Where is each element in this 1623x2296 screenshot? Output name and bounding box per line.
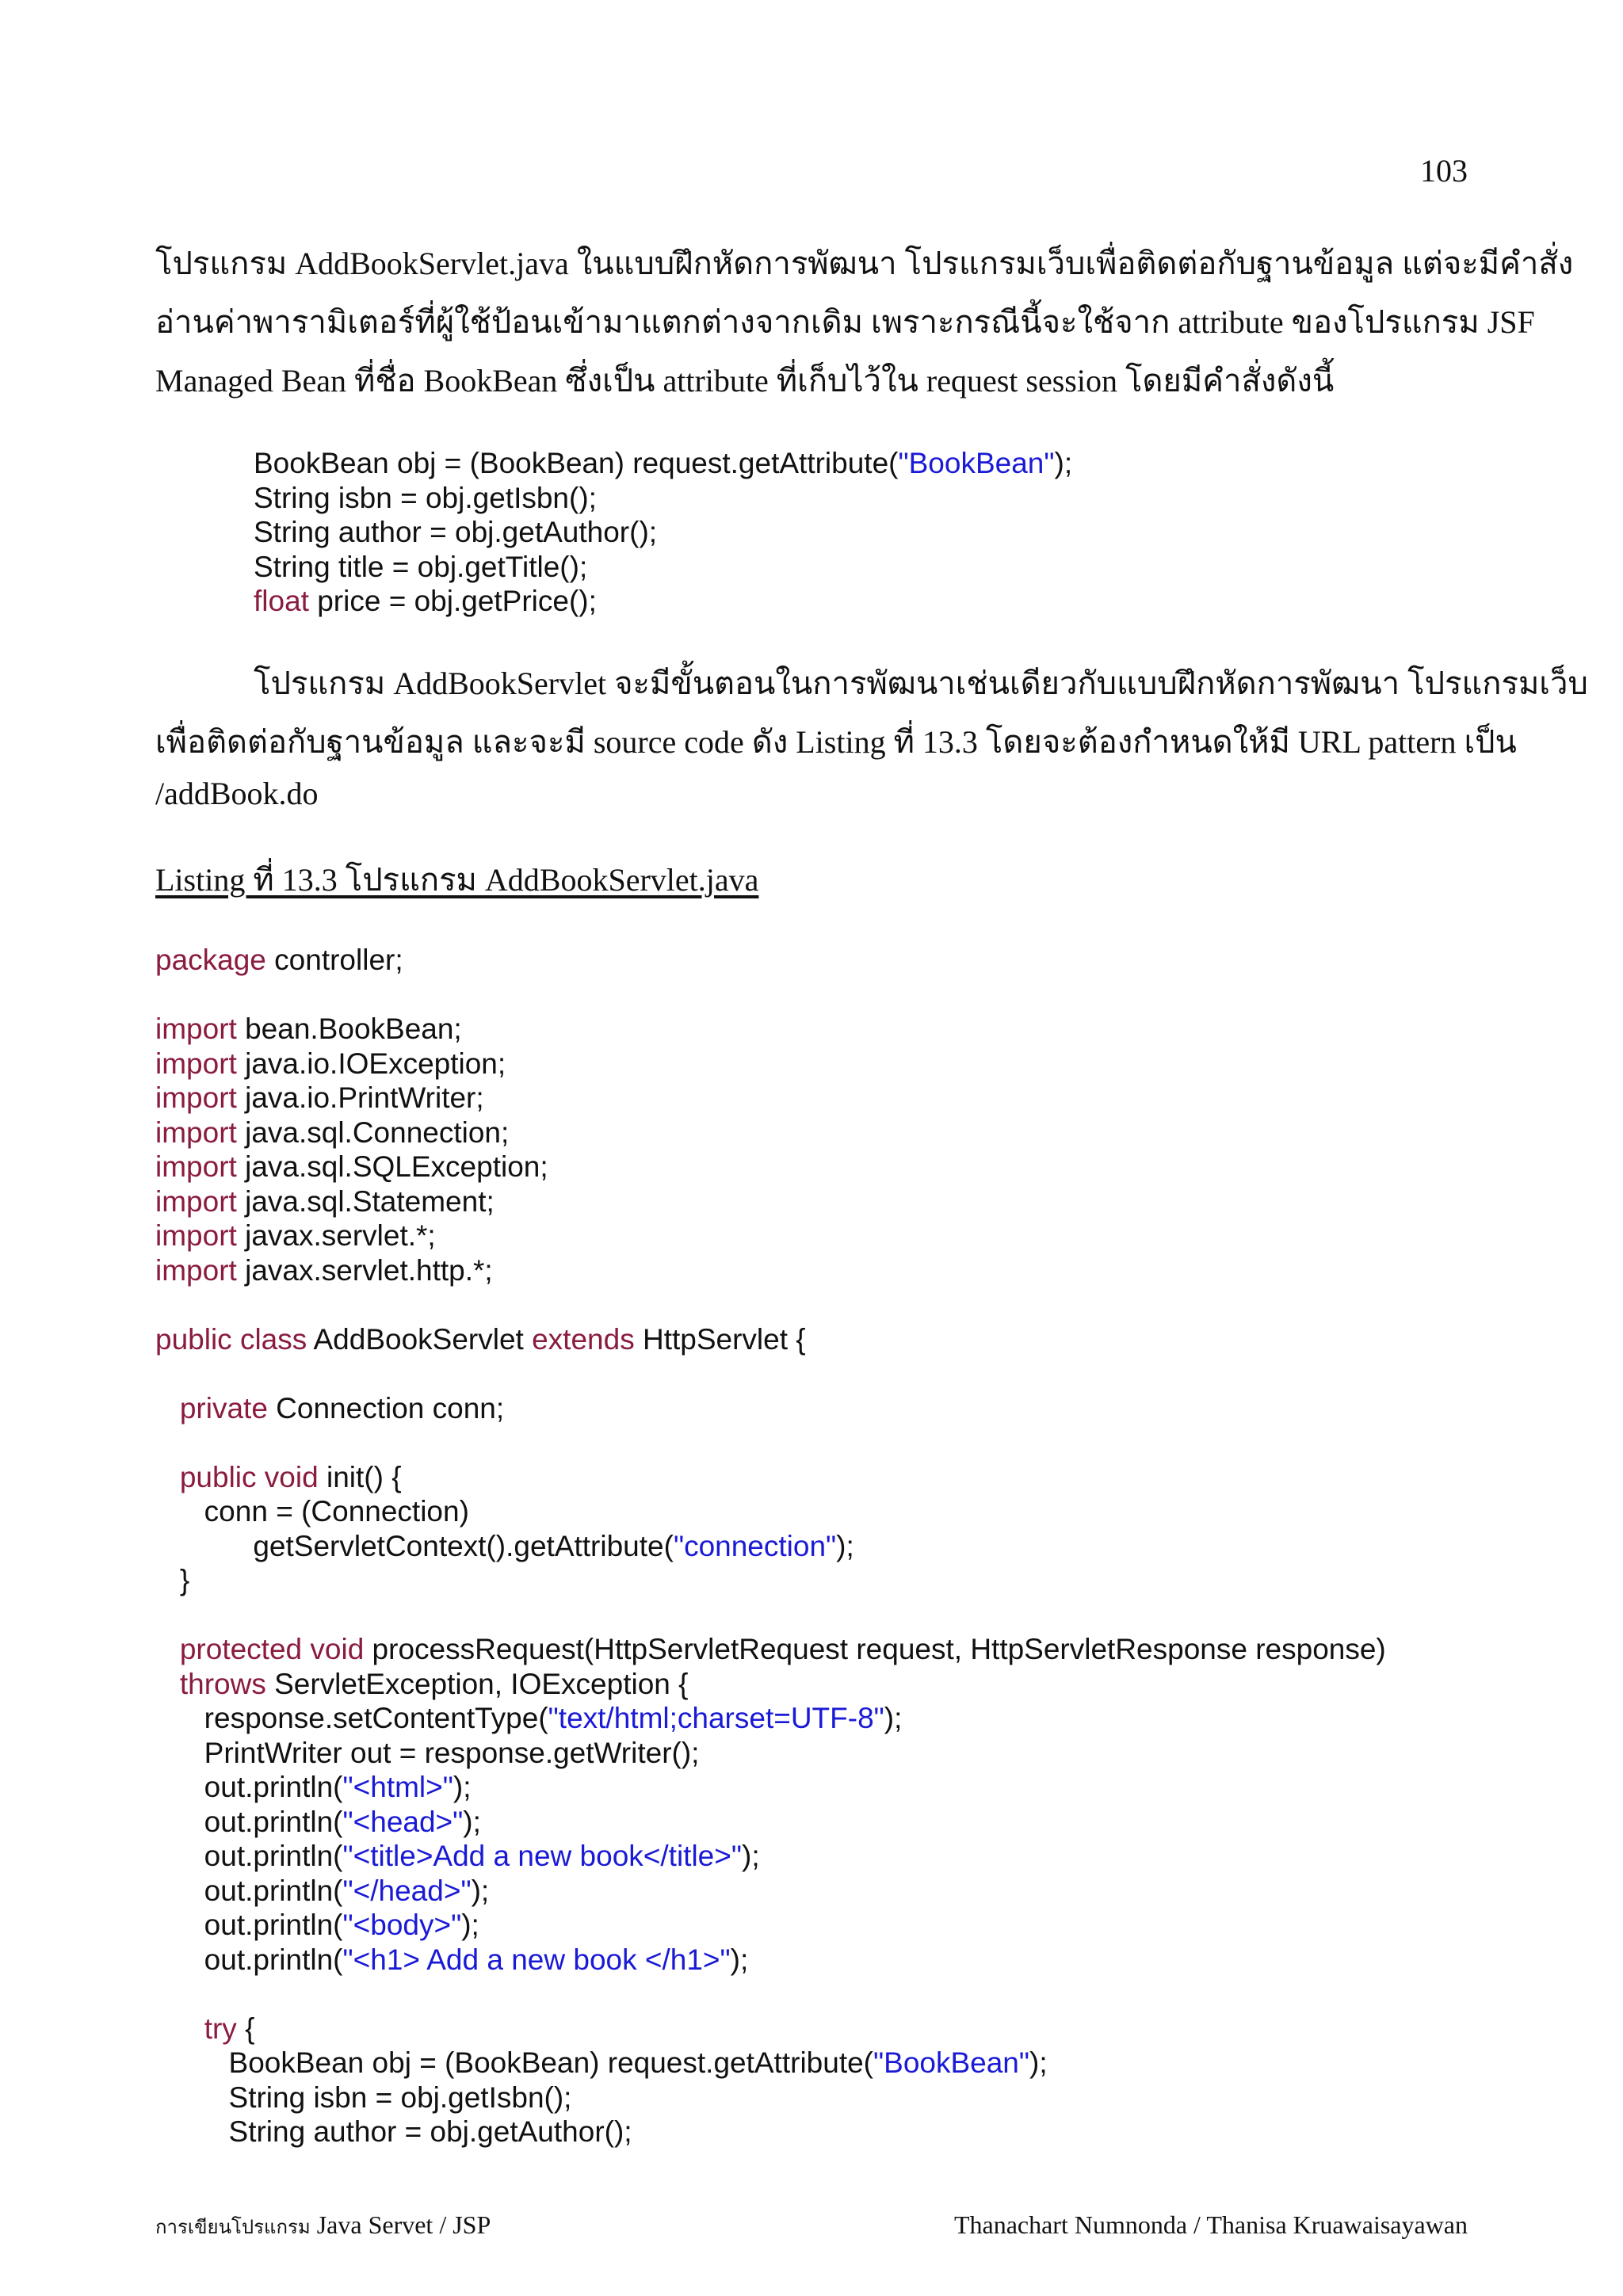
code-text: out.println( <box>155 1840 343 1872</box>
code-line <box>254 550 1072 585</box>
code-line <box>155 2081 1386 2115</box>
code-text: out.println( <box>155 1771 343 1803</box>
code-line <box>155 1116 1386 1150</box>
code-text: ); <box>730 1943 749 1976</box>
code-line <box>155 1770 1386 1805</box>
code-line <box>155 1150 1386 1184</box>
code-text: ); <box>453 1771 472 1803</box>
code-keyword: throws <box>179 1667 266 1700</box>
code-string: "text/html;charset=UTF-8" <box>548 1702 884 1734</box>
code-string: "<html>" <box>342 1771 453 1803</box>
code-line <box>155 1425 1386 1460</box>
code-line <box>254 584 1072 619</box>
code-text: ); <box>1029 2046 1048 2079</box>
code-keyword: package <box>155 944 266 976</box>
code-string: "BookBean" <box>873 2046 1030 2079</box>
code-text: String author = obj.getAuthor(); <box>254 516 658 548</box>
code-text <box>155 1668 180 1700</box>
code-text: BookBean obj = (BookBean) request.getAttribute( <box>254 447 899 479</box>
code-text: ); <box>461 1909 479 1941</box>
code-line <box>155 1667 1386 1702</box>
code-text: String isbn = obj.getIsbn(); <box>155 2081 572 2114</box>
code-text: java.sql.SQLException; <box>236 1150 548 1183</box>
paragraph-line: /addBook.do <box>155 776 319 811</box>
code-keyword: public void <box>179 1460 319 1493</box>
code-keyword: import <box>155 1081 237 1114</box>
code-text: javax.servlet.*; <box>236 1219 436 1252</box>
code-line <box>155 1047 1386 1081</box>
code-text: init() { <box>318 1460 402 1493</box>
code-line <box>155 943 1386 978</box>
code-text: java.sql.Statement; <box>236 1184 495 1218</box>
code-snippet <box>254 446 1072 619</box>
code-keyword: try <box>204 2012 237 2045</box>
code-line <box>155 1081 1386 1116</box>
code-text: controller; <box>265 944 403 976</box>
code-line <box>254 515 1072 550</box>
code-line <box>155 1598 1386 1633</box>
code-listing <box>155 943 1386 2149</box>
code-keyword: import <box>155 1047 237 1080</box>
code-line <box>155 1943 1386 1978</box>
code-string: "<body>" <box>342 1909 462 1941</box>
code-text: conn = (Connection) <box>155 1495 469 1527</box>
code-line <box>155 1563 1386 1598</box>
code-text: javax.servlet.http.*; <box>236 1253 493 1287</box>
footer-title-label: Java Servet / JSP <box>310 2210 491 2239</box>
code-keyword: protected void <box>179 1633 365 1665</box>
code-text <box>155 1633 180 1665</box>
code-text: bean.BookBean; <box>236 1013 462 1045</box>
code-text: ServletException, IOException { <box>265 1667 689 1700</box>
code-text: AddBookServlet <box>307 1322 533 1356</box>
code-line <box>155 2012 1386 2046</box>
code-keyword: float <box>254 585 309 617</box>
code-string: "BookBean" <box>898 447 1055 479</box>
code-line <box>155 1460 1386 1495</box>
code-text: { <box>236 2012 255 2045</box>
code-line <box>155 1322 1386 1357</box>
code-text: out.println( <box>155 1943 343 1976</box>
code-line <box>155 978 1386 1013</box>
code-keyword: extends <box>532 1322 635 1356</box>
code-line <box>155 1253 1386 1288</box>
paragraph-line: โปรแกรม AddBookServlet จะมีขั้นตอนในการพัฒนาเช่นเดียวกับแบบฝึกหัดการพัฒนา โปรแกรมเว็บ <box>254 666 1588 701</box>
code-line <box>155 1839 1386 1874</box>
code-text: ); <box>463 1805 481 1838</box>
code-line <box>155 1736 1386 1771</box>
code-line <box>155 1012 1386 1047</box>
code-text: out.println( <box>155 1874 343 1907</box>
code-keyword: public class <box>155 1322 307 1356</box>
code-line <box>155 2046 1386 2081</box>
code-line <box>155 1391 1386 1426</box>
code-line <box>155 1874 1386 1909</box>
code-string: "connection" <box>673 1529 837 1562</box>
code-line <box>155 1529 1386 1564</box>
code-line <box>155 1219 1386 1253</box>
code-line <box>155 1494 1386 1529</box>
code-line <box>155 1632 1386 1667</box>
description-paragraph <box>155 654 1588 816</box>
code-line <box>254 446 1072 481</box>
footer-book-title <box>155 2210 491 2242</box>
code-text: out.println( <box>155 1909 343 1941</box>
code-keyword: private <box>179 1391 268 1425</box>
paragraph-line: อ่านค่าพารามิเตอร์ที่ผู้ใช้ป้อนเข้ามาแตกต่างจากเดิม เพราะกรณีนี้จะใช้จาก attribute ของโปรแกรม JSF <box>155 304 1535 340</box>
code-text: HttpServlet { <box>634 1322 806 1356</box>
code-text: java.io.PrintWriter; <box>236 1081 484 1114</box>
code-keyword: import <box>155 1253 237 1287</box>
paragraph-line: Managed Bean ที่ชื่อ BookBean ซึ่งเป็น attribute ที่เก็บไว้ใน request session โดยมีคำสั่งดังนี้ <box>155 363 1335 399</box>
footer-thai-label: การเขียนโปรแกรม <box>155 2218 311 2238</box>
code-text: ); <box>1054 447 1073 479</box>
code-text: processRequest(HttpServletRequest request, HttpServletResponse response) <box>364 1633 1386 1665</box>
code-keyword: import <box>155 1219 237 1252</box>
code-keyword: import <box>155 1184 237 1218</box>
code-text: java.sql.Connection; <box>236 1116 510 1149</box>
code-string: "<title>Add a new book</title>" <box>342 1840 742 1872</box>
code-text: out.println( <box>155 1805 343 1838</box>
code-text: PrintWriter out = response.getWriter(); <box>155 1736 700 1769</box>
code-line <box>155 1805 1386 1840</box>
code-text <box>155 1392 180 1425</box>
code-keyword: import <box>155 1013 237 1045</box>
code-text: Connection conn; <box>267 1391 505 1425</box>
code-string: "<h1> Add a new book </h1>" <box>342 1943 731 1976</box>
code-string: "<head>" <box>342 1805 464 1838</box>
code-text: ); <box>742 1840 760 1872</box>
intro-paragraph <box>155 235 1574 410</box>
code-text: String isbn = obj.getIsbn(); <box>254 481 597 514</box>
code-line <box>254 481 1072 516</box>
code-text <box>155 1461 180 1493</box>
code-text: response.setContentType( <box>155 1702 548 1734</box>
code-text: getServletContext().getAttribute( <box>155 1529 674 1562</box>
code-line <box>155 1356 1386 1391</box>
code-text: String title = obj.getTitle(); <box>254 550 588 583</box>
code-line <box>155 2115 1386 2149</box>
code-text: } <box>155 1564 190 1596</box>
footer-authors: Thanachart Numnonda / Thanisa Kruawaisayawan <box>953 2210 1468 2239</box>
code-keyword: import <box>155 1116 237 1149</box>
code-text: ); <box>836 1529 854 1562</box>
listing-title: Listing ที่ 13.3 โปรแกรม AddBookServlet.java <box>155 862 759 898</box>
code-text: BookBean obj = (BookBean) request.getAttribute( <box>155 2046 873 2079</box>
code-keyword: import <box>155 1150 237 1183</box>
paragraph-line: โปรแกรม AddBookServlet.java ในแบบฝึกหัดการพัฒนา โปรแกรมเว็บเพื่อติดต่อกับฐานข้อมูล แต่จะมีคำสั่ง <box>155 246 1574 281</box>
code-text <box>155 2012 204 2045</box>
code-line <box>155 1184 1386 1219</box>
code-text: ); <box>471 1874 490 1907</box>
code-text: String author = obj.getAuthor(); <box>155 2115 632 2148</box>
code-string: "</head>" <box>342 1874 472 1907</box>
page-number: 103 <box>1420 153 1468 189</box>
code-text: ); <box>884 1702 903 1734</box>
paragraph-line: เพื่อติดต่อกับฐานข้อมูล และจะมี source code ดัง Listing ที่ 13.3 โดยจะต้องกำหนดให้มี URL pattern เป็น <box>155 724 1517 760</box>
code-text: price = obj.getPrice(); <box>308 585 597 617</box>
code-text: java.io.IOException; <box>236 1047 506 1080</box>
code-line <box>155 1977 1386 2012</box>
code-line <box>155 1287 1386 1322</box>
code-line <box>155 1908 1386 1943</box>
code-line <box>155 1701 1386 1736</box>
